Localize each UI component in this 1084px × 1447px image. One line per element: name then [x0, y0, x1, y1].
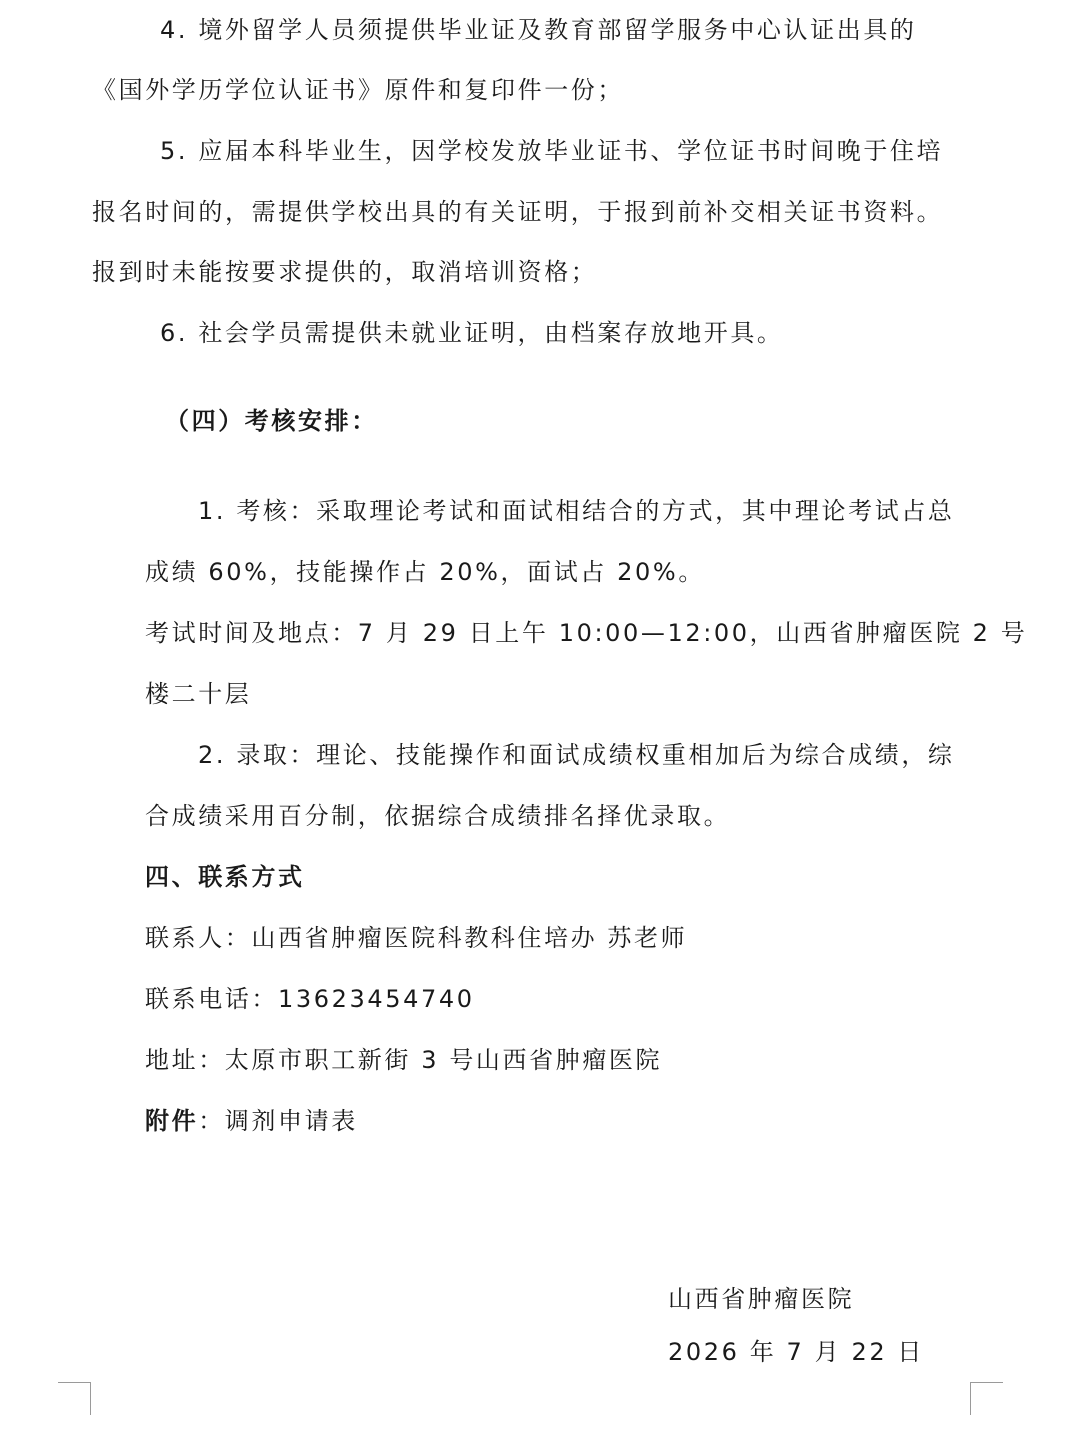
- requirement-item-5-line-3: 报到时未能按要求提供的，取消培训资格；: [92, 258, 598, 286]
- contact-address: 地址：太原市职工新街 3 号山西省肿瘤医院: [145, 1046, 663, 1074]
- assessment-heading: （四）考核安排：: [165, 407, 378, 435]
- contact-heading: 四、联系方式: [145, 863, 305, 891]
- contact-phone-number: 13623454740: [278, 985, 475, 1013]
- attachment-row: [145, 1105, 358, 1137]
- assessment-item-2-line-2: 合成绩采用百分制，依据综合成绩排名择优录取。: [145, 802, 731, 830]
- assessment-item-1-line-1: 1. 考核：采取理论考试和面试相结合的方式，其中理论考试占总: [198, 497, 955, 525]
- requirement-item-5-line-2: 报名时间的，需提供学校出具的有关证明，于报到前补交相关证书资料。: [92, 198, 944, 226]
- page-corner-mark-left: [58, 1382, 91, 1415]
- contact-phone-label: 联系电话：: [145, 985, 278, 1013]
- exam-time-location-line-1: 考试时间及地点：7 月 29 日上午 10:00—12:00，山西省肿瘤医院 2 号: [145, 619, 1028, 647]
- page-corner-mark-right: [970, 1382, 1003, 1415]
- signature-organization: 山西省肿瘤医院: [668, 1285, 855, 1313]
- requirement-item-4-line-2: 《国外学历学位认证书》原件和复印件一份；: [92, 76, 624, 104]
- contact-phone-row: [145, 983, 475, 1015]
- attachment-label: 附件: [145, 1107, 199, 1135]
- requirement-item-4-line-1: 4. 境外留学人员须提供毕业证及教育部留学服务中心认证出具的: [160, 16, 917, 44]
- signature-date: 2026 年 7 月 22 日: [668, 1338, 925, 1366]
- contact-person: 联系人：山西省肿瘤医院科教科住培办 苏老师: [145, 924, 688, 952]
- requirement-item-5-line-1: 5. 应届本科毕业生，因学校发放毕业证书、学位证书时间晚于住培: [160, 137, 944, 165]
- requirement-item-6: 6. 社会学员需提供未就业证明，由档案存放地开具。: [160, 319, 784, 347]
- exam-time-location-line-2: 楼二十层: [145, 680, 252, 708]
- attachment-value: ：调剂申请表: [198, 1107, 358, 1135]
- assessment-item-1-line-2: 成绩 60%，技能操作占 20%，面试占 20%。: [145, 558, 705, 586]
- assessment-item-2-line-1: 2. 录取：理论、技能操作和面试成绩权重相加后为综合成绩，综: [198, 741, 955, 769]
